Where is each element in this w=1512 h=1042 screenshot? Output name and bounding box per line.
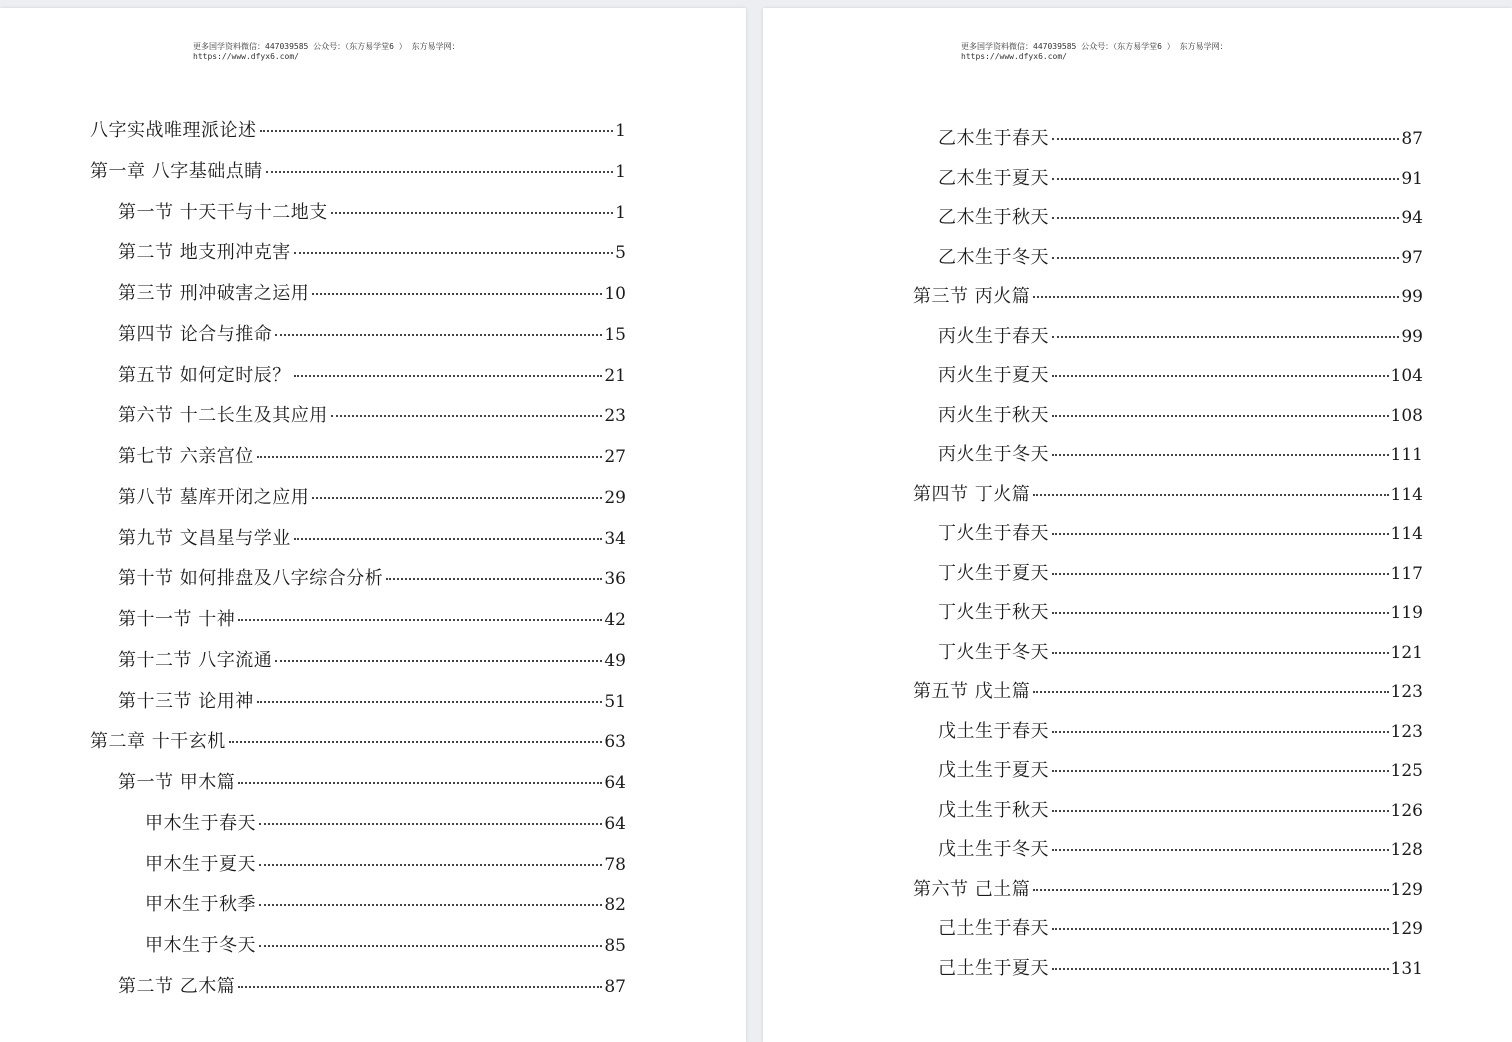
toc-entry-title: 丁火生于春天 [938,523,1049,544]
toc-entry[interactable] [90,116,626,140]
toc-entry-page-number: 111 [1390,445,1423,465]
toc-entry-page-number: 21 [604,365,626,386]
toc-leader-dots [259,904,602,906]
toc-entry-page-number: 85 [604,936,626,956]
toc-entry[interactable] [938,954,1423,978]
toc-leader-dots [1052,257,1399,259]
toc-leader-dots [260,130,614,132]
toc-entry-title: 丁火生于冬天 [938,641,1049,663]
toc-entry-page-number: 104 [1390,366,1423,386]
toc-entry-title: 第四节 论合与推命 [118,323,273,345]
toc-entry-title: 丙火生于秋天 [938,404,1049,426]
toc-entry-title: 乙木生于秋天 [938,207,1049,228]
toc-entry-page-number: 129 [1390,919,1423,939]
toc-entry-page-number: 1 [615,202,626,223]
toc-leader-dots [259,823,602,825]
toc-entry-page-number: 29 [604,487,626,508]
toc-entry-title: 第五节 戊土篇 [913,681,1031,702]
toc-entry-title: 丙火生于夏天 [938,365,1049,386]
toc-entry-title: 第三节 刑冲破害之运用 [118,283,310,304]
toc-leader-dots [1052,968,1389,970]
toc-entry-page-number: 5 [615,243,626,264]
toc-leader-dots [1033,889,1388,891]
toc-entry-page-number: 49 [604,650,626,671]
toc-entry[interactable] [90,157,626,181]
toc-entry[interactable] [938,717,1423,741]
toc-entry[interactable] [913,282,1423,306]
toc-entry-page-number: 117 [1390,563,1423,584]
toc-entry-title: 甲木生于夏天 [145,853,256,875]
toc-entry[interactable] [145,931,626,955]
toc-entry-title: 第二节 乙木篇 [118,975,236,997]
toc-entry[interactable] [118,401,626,425]
toc-entry-title: 第一节 甲木篇 [118,772,236,793]
toc-entry-page-number: 99 [1401,326,1423,347]
toc-entry[interactable] [118,605,626,629]
toc-entry-title: 戊土生于冬天 [938,839,1049,860]
toc-entry-page-number: 99 [1401,287,1423,307]
toc-leader-dots [1052,731,1389,733]
toc-entry-page-number: 63 [604,732,626,753]
toc-entry-title: 第十三节 论用神 [118,690,254,712]
toc-entry-page-number: 27 [604,447,626,467]
toc-entry-page-number: 129 [1390,879,1423,900]
toc-entry[interactable] [118,646,626,670]
toc-entry-title: 甲木生于春天 [145,812,256,834]
toc-leader-dots [1052,415,1389,417]
toc-entry[interactable] [118,972,626,996]
toc-entry-page-number: 51 [604,691,626,712]
toc-leader-dots [1052,375,1389,377]
toc-leader-dots [229,741,603,743]
toc-leader-dots [1052,810,1389,812]
toc-entry[interactable] [938,164,1423,188]
toc-entry[interactable] [938,519,1423,543]
toc-entry-page-number: 121 [1390,642,1423,663]
toc-leader-dots [1052,612,1389,614]
toc-leader-dots [238,782,602,784]
toc-entry-title: 戊土生于秋天 [938,799,1049,821]
toc-entry-title: 己土生于春天 [938,918,1049,939]
toc-leader-dots [259,864,602,866]
watermark-url: https://www.dfyx6.com/ [961,52,1067,61]
watermark-url: https://www.dfyx6.com/ [193,52,299,61]
toc-entry-title: 第十一节 十神 [118,609,236,630]
toc-entry-title: 甲木生于秋季 [145,894,256,916]
toc-entry-page-number: 82 [604,895,626,916]
toc-entry[interactable] [913,875,1423,899]
toc-leader-dots [1052,533,1389,535]
toc-entry-title: 第七节 六亲宫位 [118,446,254,467]
toc-leader-dots [1052,336,1399,338]
toc-entry-page-number: 64 [604,773,626,793]
toc-entry-page-number: 78 [604,854,626,875]
toc-leader-dots [1052,454,1389,456]
toc-leader-dots [1052,178,1399,180]
toc-leader-dots [294,538,603,540]
toc-entry-title: 第三节 丙火篇 [913,286,1031,307]
toc-entry-title: 第一节 十天干与十二地支 [118,201,328,223]
toc-entry-title: 第九节 文昌星与学业 [118,527,291,549]
toc-entry[interactable] [118,320,626,344]
toc-entry-title: 戊土生于春天 [938,720,1049,742]
document-page [0,8,746,1042]
toc-entry[interactable] [118,279,626,303]
toc-entry-title: 第二节 地支刑冲克害 [118,242,291,264]
toc-entry-page-number: 1 [615,121,626,141]
toc-entry[interactable] [118,564,626,588]
toc-leader-dots [1052,770,1389,772]
toc-entry-page-number: 108 [1390,405,1423,426]
toc-entry-page-number: 87 [1401,129,1423,149]
toc-entry-title: 第八节 墓库开闭之应用 [118,486,310,508]
toc-entry-title: 甲木生于冬天 [145,935,256,956]
toc-entry[interactable] [913,480,1423,504]
toc-entry-page-number: 1 [615,161,626,182]
toc-entry-page-number: 23 [604,406,626,427]
toc-entry[interactable] [118,483,626,507]
toc-entry-page-number: 64 [604,813,626,834]
toc-entry-page-number: 15 [604,324,626,345]
toc-entry[interactable] [118,442,626,466]
toc-entry-title: 丁火生于夏天 [938,562,1049,584]
page-header-watermark [193,42,460,62]
toc-leader-dots [1033,691,1388,693]
toc-entry[interactable] [938,914,1423,938]
toc-leader-dots [1052,573,1389,575]
page-header-watermark [961,42,1228,62]
toc-entry-page-number: 36 [604,569,626,590]
toc-entry-page-number: 125 [1390,761,1423,781]
toc-entry[interactable] [118,524,626,548]
toc-entry[interactable] [938,638,1423,662]
toc-entry-page-number: 34 [604,528,626,549]
toc-entry-title: 乙木生于夏天 [938,167,1049,189]
toc-entry-title: 丁火生于秋天 [938,602,1049,623]
toc-entry[interactable] [118,238,626,262]
toc-entry[interactable] [938,559,1423,583]
toc-entry[interactable] [938,243,1423,267]
toc-leader-dots [275,660,602,662]
toc-entry[interactable] [938,796,1423,820]
document-page [763,8,1512,1042]
toc-leader-dots [1052,217,1399,219]
toc-entry[interactable] [913,677,1423,701]
toc-leader-dots [312,497,602,499]
toc-entry-title: 第五节 如何定时辰？ [118,364,291,386]
toc-leader-dots [331,212,613,214]
toc-entry-page-number: 126 [1390,800,1423,821]
toc-leader-dots [386,578,602,580]
toc-entry[interactable] [118,198,626,222]
toc-leader-dots [1033,494,1388,496]
toc-leader-dots [266,171,613,173]
toc-entry[interactable] [938,756,1423,780]
toc-entry-title: 戊土生于夏天 [938,760,1049,781]
toc-leader-dots [1052,849,1389,851]
toc-entry[interactable] [118,361,626,385]
toc-entry-title: 第六节 十二长生及其应用 [118,405,328,427]
toc-entry-page-number: 91 [1401,168,1423,189]
toc-entry[interactable] [145,809,626,833]
toc-entry-title: 第一章 八字基础点睛 [90,160,263,182]
watermark-line: 更多国学资料微信：447039585 公众号：（东方易学堂6 ） 东方易学网： [193,42,460,51]
toc-entry-page-number: 114 [1390,484,1423,505]
toc-leader-dots [238,986,602,988]
toc-entry-title: 第十节 如何排盘及八字综合分析 [118,568,384,590]
toc-entry-title: 第六节 己土篇 [913,878,1031,900]
toc-entry-title: 第四节 丁火篇 [913,483,1031,505]
toc-leader-dots [1052,928,1389,930]
toc-entry-page-number: 123 [1390,682,1423,702]
toc-entry[interactable] [938,440,1423,464]
toc-entry[interactable] [145,890,626,914]
toc-entry-page-number: 119 [1390,603,1423,623]
toc-entry-page-number: 131 [1390,958,1423,979]
toc-entry[interactable] [938,401,1423,425]
toc-entry-page-number: 114 [1390,524,1423,544]
toc-entry-page-number: 97 [1401,247,1423,268]
toc-entry-title: 丙火生于冬天 [938,444,1049,465]
toc-entry[interactable] [145,850,626,874]
toc-entry-title: 第二章 十干玄机 [90,731,226,753]
toc-entry[interactable] [90,727,626,751]
toc-entry-title: 己土生于夏天 [938,957,1049,979]
toc-leader-dots [257,456,603,458]
toc-leader-dots [238,619,602,621]
toc-entry[interactable] [118,687,626,711]
toc-entry-title: 乙木生于春天 [938,128,1049,149]
toc-entry-page-number: 128 [1390,840,1423,860]
toc-entry[interactable] [938,361,1423,385]
toc-leader-dots [331,415,603,417]
toc-entry[interactable] [938,203,1423,227]
toc-entry[interactable] [938,322,1423,346]
toc-entry[interactable] [938,835,1423,859]
toc-entry-title: 乙木生于冬天 [938,246,1049,268]
toc-leader-dots [1052,652,1389,654]
toc-entry-page-number: 10 [604,284,626,304]
toc-leader-dots [294,375,603,377]
toc-leader-dots [1033,296,1399,298]
toc-leader-dots [1052,138,1399,140]
watermark-line: 更多国学资料微信：447039585 公众号：（东方易学堂6 ） 东方易学网： [961,42,1228,51]
toc-leader-dots [275,334,602,336]
toc-leader-dots [312,293,602,295]
toc-entry[interactable] [938,598,1423,622]
toc-entry-title: 第十二节 八字流通 [118,649,273,671]
toc-entry[interactable] [938,124,1423,148]
toc-entry-page-number: 87 [604,976,626,997]
toc-entry-title: 八字实战唯理派论述 [90,120,257,141]
toc-leader-dots [257,701,603,703]
toc-leader-dots [294,252,613,254]
toc-entry-page-number: 123 [1390,721,1423,742]
toc-leader-dots [259,945,602,947]
toc-entry-page-number: 42 [604,610,626,630]
toc-entry-page-number: 94 [1401,208,1423,228]
toc-entry[interactable] [118,768,626,792]
toc-entry-title: 丙火生于春天 [938,325,1049,347]
